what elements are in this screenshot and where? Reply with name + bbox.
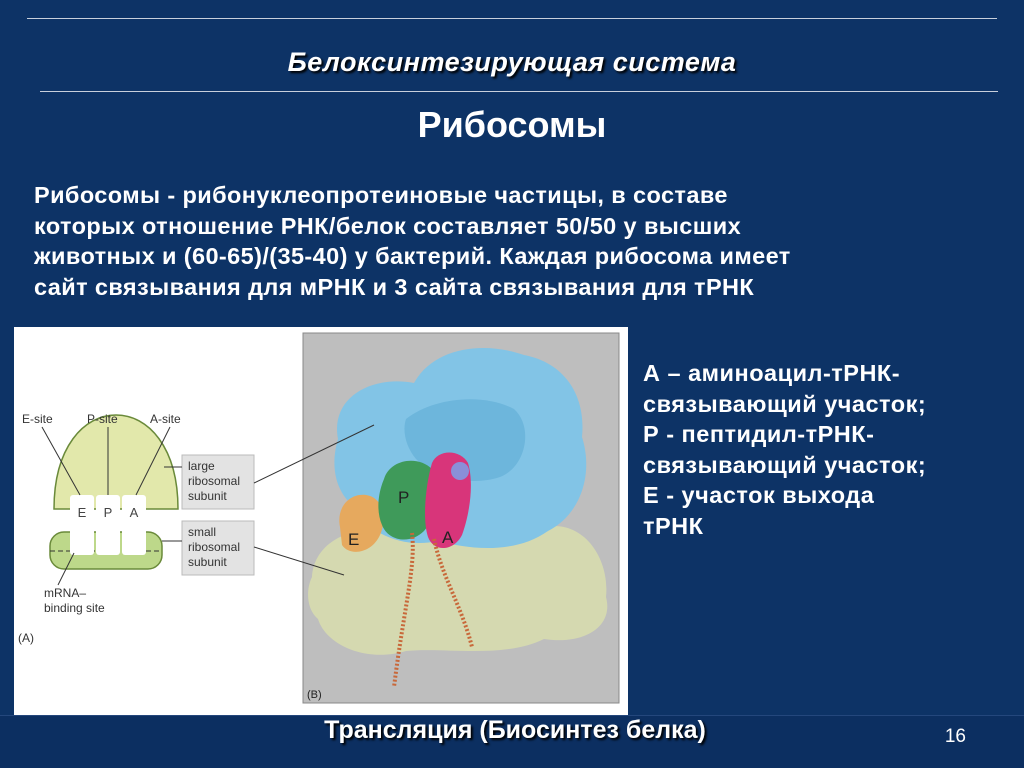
e-slot-shape: [70, 495, 94, 555]
a-trna-tip: [451, 462, 469, 480]
large-label-line: large: [188, 459, 215, 473]
panel-b-caption: (B): [307, 689, 322, 701]
p-trna-label: P: [398, 488, 410, 507]
p-site-label: P-site: [87, 412, 118, 426]
body-line: которых отношение РНК/белок составляет 50/50 у высших: [34, 212, 742, 239]
a-trna-label: A: [442, 528, 454, 547]
e-trna-label: E: [348, 530, 360, 549]
small-label-line: small: [188, 525, 217, 539]
section-title: Белоксинтезирующая система: [287, 47, 737, 77]
body-paragraph: [34, 180, 994, 302]
legend-line: Р - пептидил-тРНК-: [643, 421, 875, 447]
small-label-line: ribosomal: [188, 540, 241, 554]
body-line: сайт связывания для мРНК и 3 сайта связывания для тРНК: [34, 273, 755, 300]
slot-p-label: P: [103, 505, 113, 520]
slide-title: Рибосомы: [417, 104, 607, 145]
legend-line: А – аминоацил-тРНК-: [643, 360, 901, 386]
e-site-label: E-site: [22, 412, 53, 426]
a-site-label: A-site: [150, 412, 181, 426]
mrna-label-line: binding site: [44, 601, 105, 615]
site-legend: [643, 358, 1013, 541]
page-number: 16: [944, 726, 966, 747]
small-label-line: subunit: [188, 555, 227, 569]
legend-line: связывающий участок;: [643, 451, 927, 478]
legend-line: связывающий участок;: [643, 390, 927, 417]
header-rule: [40, 91, 998, 92]
legend-line: тРНК: [643, 512, 704, 539]
large-label-line: subunit: [188, 489, 227, 503]
footer-title: Трансляция (Биосинтез белка): [324, 716, 706, 744]
slot-a-label: A: [129, 505, 139, 520]
body-line: Рибосомы - рибонуклеопротеиновые частицы, в составе: [34, 182, 728, 208]
large-subunit-shape: [54, 415, 178, 509]
large-label-line: ribosomal: [188, 474, 241, 488]
panel-a-caption: (A): [18, 631, 34, 645]
body-line: животных и (60-65)/(35-40) у бактерий. Каждая рибосома имеет: [34, 243, 791, 269]
top-rule: [27, 18, 997, 19]
ribosome-figure: [14, 327, 628, 715]
mrna-label-line: mRNA–: [44, 586, 87, 600]
legend-line: Е - участок выхода: [643, 482, 875, 508]
ribosome-illustration: [14, 327, 628, 715]
a-slot-shape: [122, 495, 146, 555]
p-slot-shape: [96, 495, 120, 555]
slot-e-label: E: [77, 505, 87, 520]
